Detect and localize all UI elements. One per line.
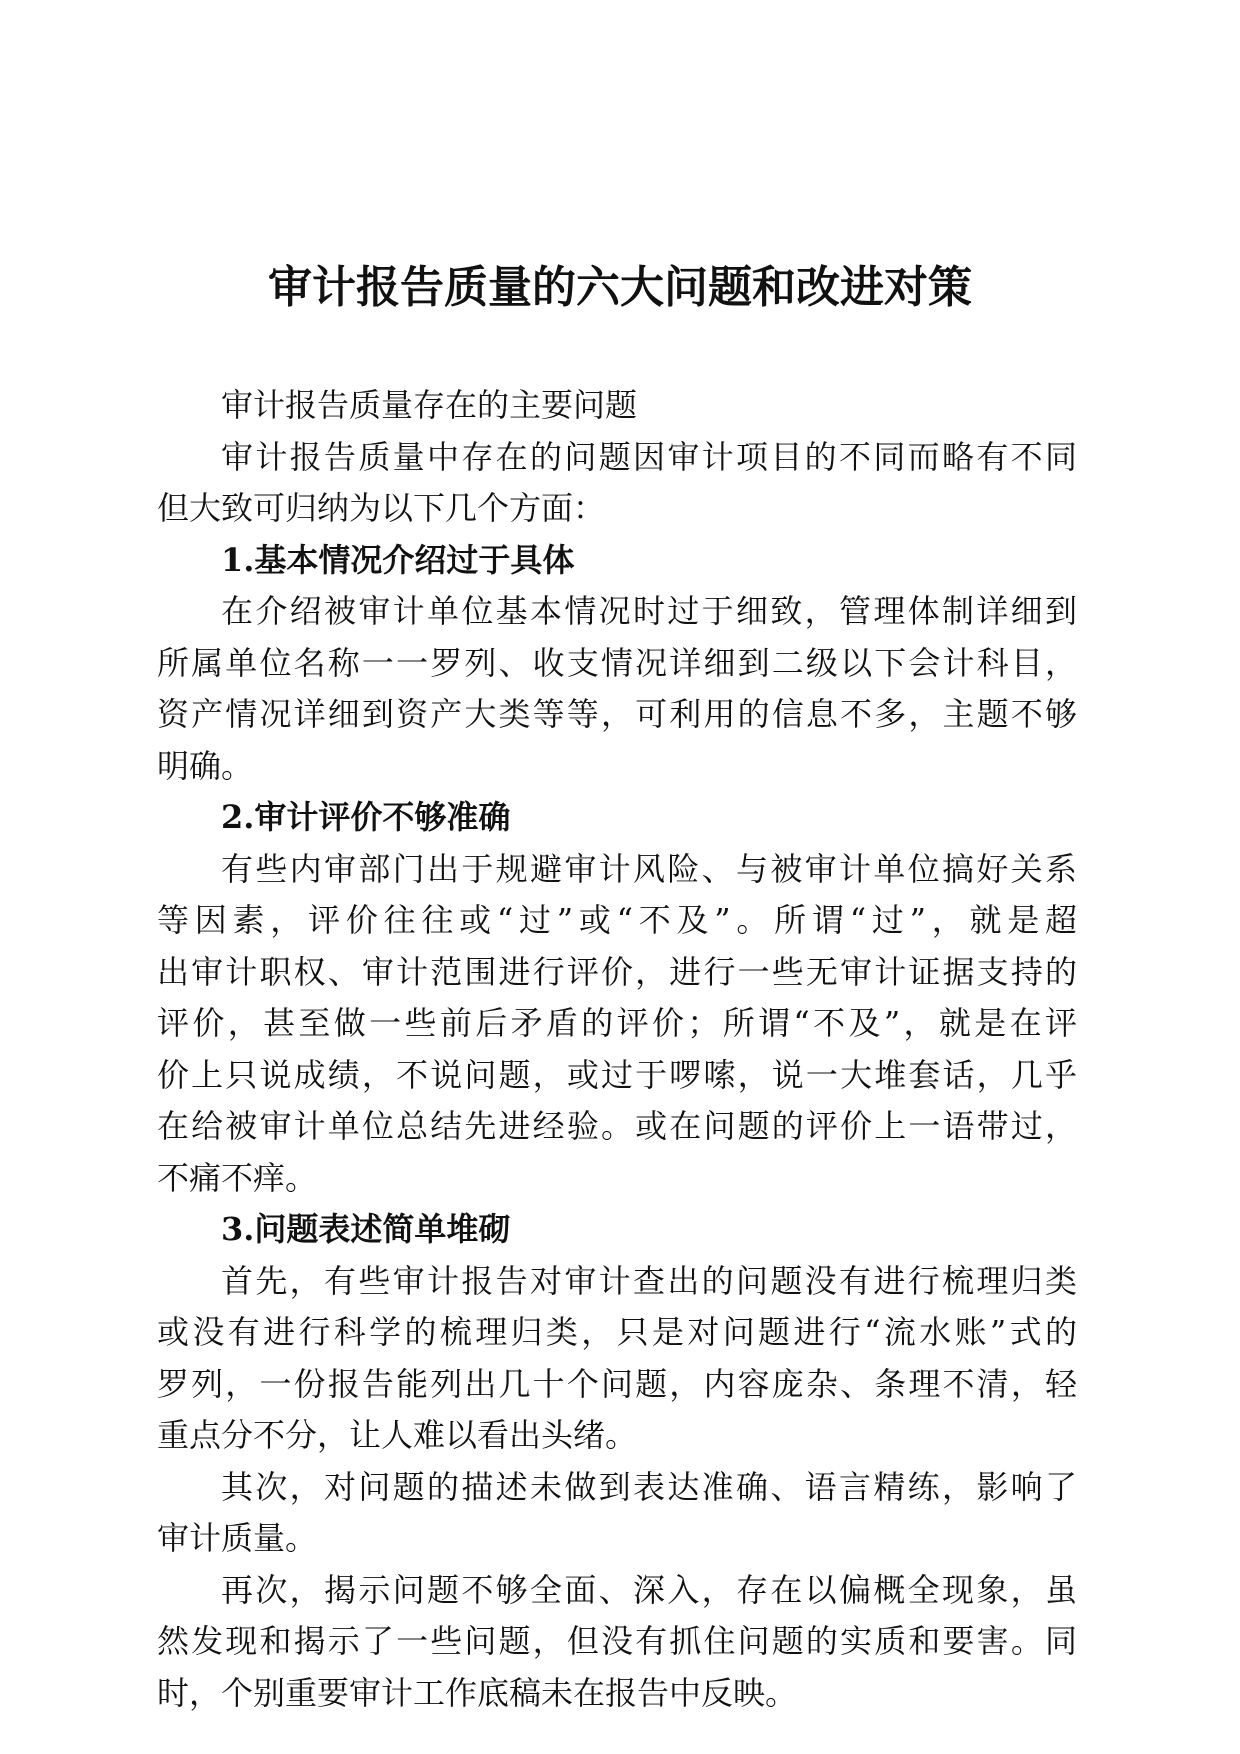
document-title: 审计报告质量的六大问题和改进对策 [268,262,972,313]
problem-2-heading: 2.审计评价不够准确 [221,798,511,836]
paragraph-line: 在给被审计单位总结先进经验。或在问题的评价上一语带过， [157,1107,1077,1145]
paragraph-line: 或没有进行科学的梳理归类，只是对问题进行“流水账”式的 [157,1313,1077,1351]
paragraph-line: 所属单位名称一一罗列、收支情况详细到二级以下会计科目， [157,643,1077,682]
paragraph-line: 等因素，评价往往或“过”或“不及”。所谓“过”，就是超 [157,901,1077,939]
paragraph-line: 在介绍被审计单位基本情况时过于细致，管理体制详细到 [221,592,1077,630]
paragraph-line: 价上只说成绩，不说问题，或过于啰嗦，说一大堆套话，几乎 [157,1055,1077,1094]
problem-3-paragraph-2 [157,1462,1077,1565]
paragraph-line: 明确。 [157,746,254,785]
paragraph-line: 其次，对问题的描述未做到表达准确、语言精练，影响了 [221,1467,1077,1506]
paragraph-line: 审计报告质量中存在的问题因审计项目的不同而略有不同 [221,437,1077,476]
problem-3-paragraph-1 [157,1256,1077,1462]
paragraph-line: 罗列，一份报告能列出几十个问题，内容庞杂、条理不清，轻 [157,1364,1077,1403]
problem-1-paragraph [157,586,1077,792]
paragraph-line: 资产情况详细到资产大类等等，可利用的信息不多，主题不够 [157,695,1077,733]
paragraph-line: 首先，有些审计报告对审计查出的问题没有进行梳理归类 [221,1261,1077,1300]
paragraph-line: 有些内审部门出于规避审计风险、与被审计单位搞好关系 [221,849,1077,888]
paragraph-line: 审计质量。 [157,1519,318,1557]
paragraph-line: 但大致可归纳为以下几个方面： [157,489,606,527]
paragraph-line: 时，个别重要审计工作底稿未在报告中反映。 [157,1673,798,1712]
paragraph-line: 不痛不痒。 [157,1158,318,1197]
paragraph-line: 重点分不分，让人难以看出头绪。 [157,1416,638,1454]
intro-paragraph [157,432,1077,535]
problem-2-paragraph [157,844,1077,1205]
paragraph-line: 然发现和揭示了一些问题，但没有抓住问题的实质和要害。同 [157,1622,1077,1660]
section-heading: 审计报告质量存在的主要问题 [221,386,638,424]
document-body [157,380,1077,1719]
paragraph-line: 评价，甚至做一些前后矛盾的评价；所谓“不及”，就是在评 [157,1004,1077,1042]
problem-3-paragraph-3 [157,1565,1077,1720]
problem-1-heading: 1.基本情况介绍过于具体 [221,540,575,579]
paragraph-line: 再次，揭示问题不够全面、深入，存在以偏概全现象，虽 [221,1570,1077,1609]
problem-3-heading: 3.问题表述简单堆砌 [221,1210,511,1248]
paragraph-line: 出审计职权、审计范围进行评价，进行一些无审计证据支持的 [157,952,1077,991]
